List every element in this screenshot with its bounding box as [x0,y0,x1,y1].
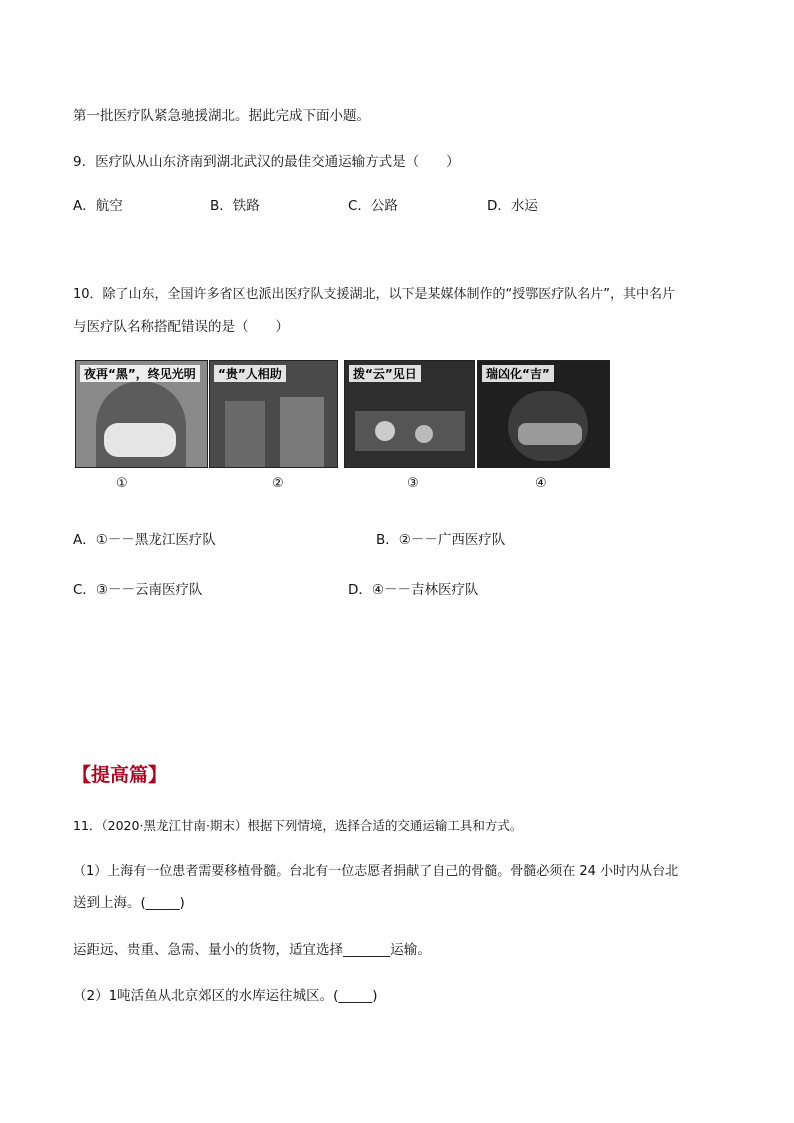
q11-part1-line2: 送到上海。(_____) [73,895,185,911]
q10-option-a: A．①－－黑龙江医疗队 [73,532,216,548]
q10-option-b: B．②－－广西医疗队 [376,532,506,548]
photo-caption-1: 夜再“黑”，终见光明 [80,365,200,382]
intro-text: 第一批医疗队紧急驰援湖北。据此完成下面小题。 [73,108,370,124]
q10-option-d: D．④－－吉林医疗队 [348,582,479,598]
photo-number-2: ② [272,476,284,491]
question-11-stem: 11．（2020·黑龙江甘南·期末）根据下列情境，选择合适的交通运输工具和方式。 [73,818,523,833]
section-title: 【提高篇】 [72,764,168,786]
q9-option-c: C．公路 [348,198,398,214]
photo-number-1: ① [116,476,128,491]
q11-part2: （2）1吨活鱼从北京郊区的水库运往城区。(_____) [73,988,378,1004]
media-cards-photos [75,360,610,470]
q9-option-d: D．水运 [487,198,538,214]
q9-option-a: A．航空 [73,198,123,214]
q11-part1-note: 运距远、贵重、急需、量小的货物，适宜选择_______运输。 [73,942,431,958]
photo-card-1 [75,360,208,468]
photo-card-2 [209,360,338,468]
photo-card-4 [477,360,610,468]
question-9-stem: 9．医疗队从山东济南到湖北武汉的最佳交通运输方式是（ ） [73,154,460,170]
question-10-stem-line1: 10．除了山东，全国许多省区也派出医疗队支援湖北，以下是某媒体制作的“授鄂医疗队名片”，其中名片 [73,287,676,302]
question-10-stem-line2: 与医疗队名称搭配错误的是（ ） [73,319,289,335]
photo-caption-2: “贵”人相助 [214,365,286,382]
q11-part1-line1: （1）上海有一位患者需要移植骨髓。台北有一位志愿者捐献了自己的骨髓。骨髓必须在 24 小时内从台北 [73,864,679,879]
q10-option-c: C．③－－云南医疗队 [73,582,203,598]
q9-option-b: B．铁路 [210,198,260,214]
photo-number-4: ④ [535,476,547,491]
photo-caption-3: 拨“云”见日 [349,365,421,382]
photo-card-3 [344,360,475,468]
photo-caption-4: 瑞凶化“吉” [482,365,554,382]
photo-number-3: ③ [407,476,419,491]
